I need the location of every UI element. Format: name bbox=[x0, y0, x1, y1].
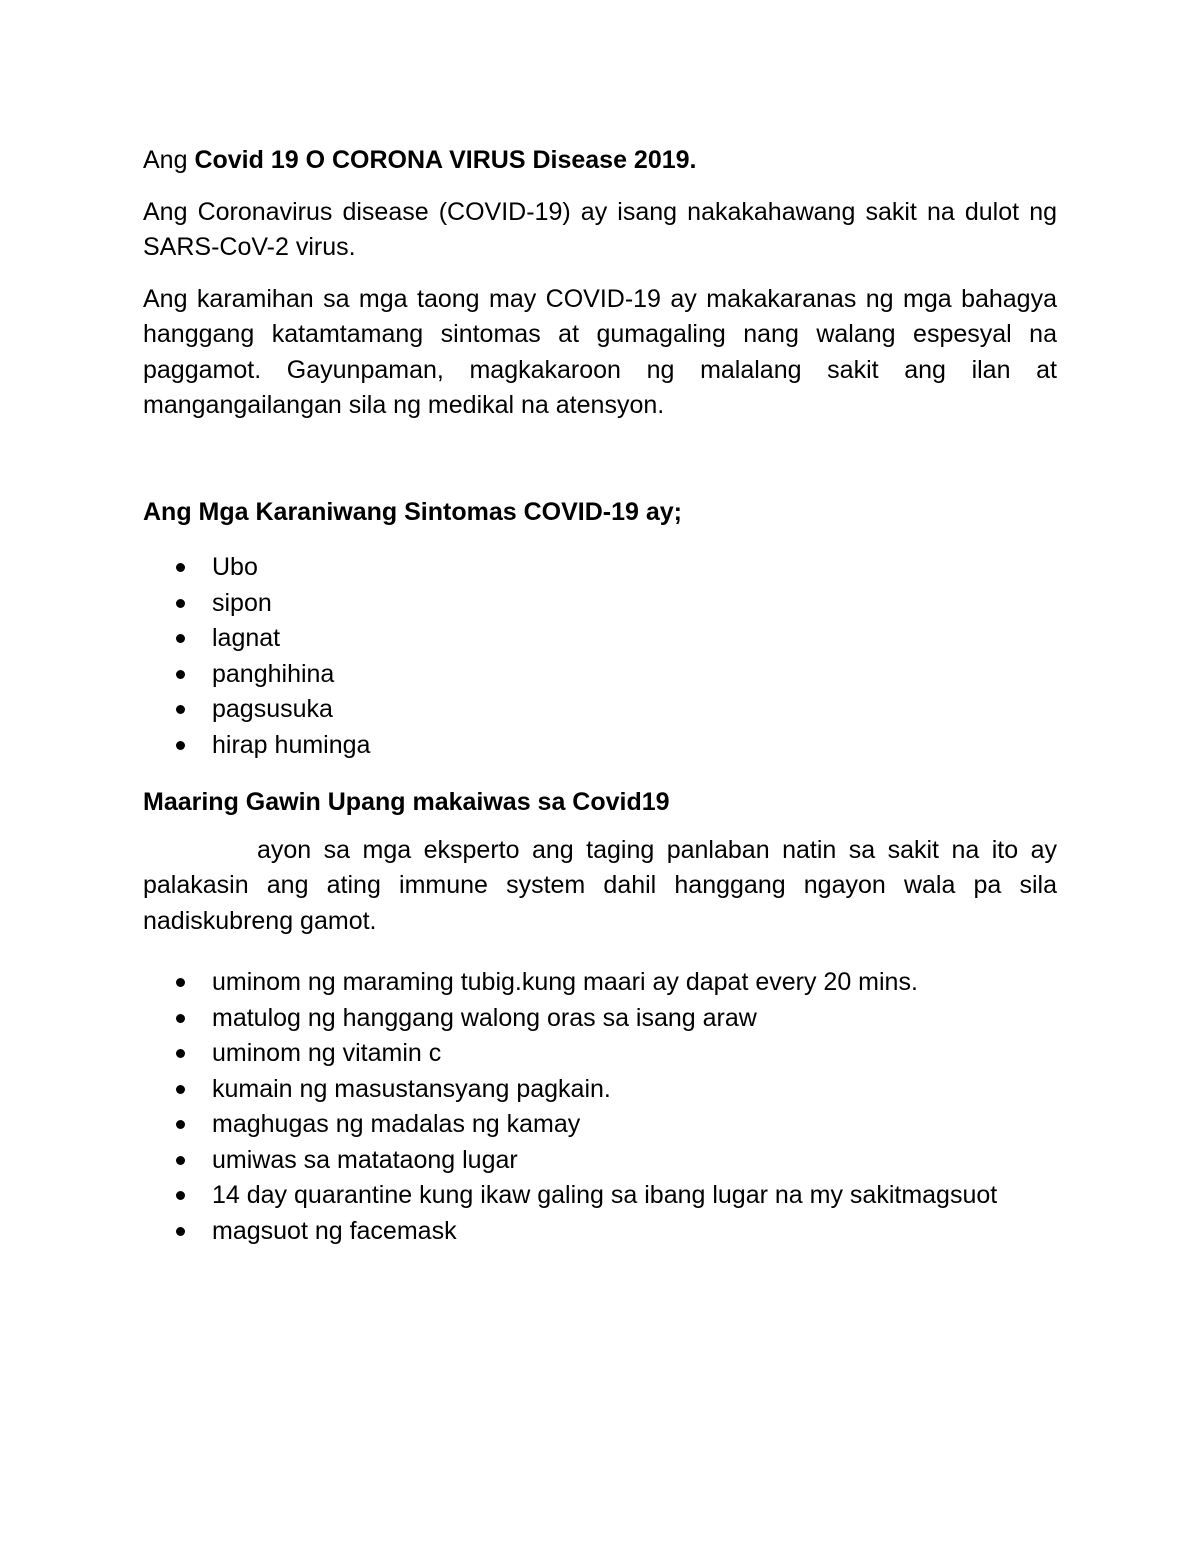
list-item bbox=[143, 1072, 1057, 1108]
list-item-text: Ubo bbox=[212, 553, 258, 581]
list-item-text: sipon bbox=[212, 588, 272, 617]
bullet-icon bbox=[176, 1014, 185, 1023]
spacer bbox=[143, 955, 1057, 965]
list-item-text: umiwas sa matataong lugar bbox=[212, 1145, 518, 1174]
bullet-icon bbox=[176, 1156, 185, 1165]
list-item-text: uminom ng maraming tubig.kung maari ay dapat every 20 mins. bbox=[212, 968, 918, 996]
list-item-text: uminom ng vitamin c bbox=[212, 1039, 442, 1067]
list-item bbox=[143, 1178, 1057, 1214]
bullet-icon bbox=[176, 1191, 185, 1200]
list-item bbox=[143, 1001, 1057, 1037]
bullet-icon bbox=[176, 1227, 185, 1236]
symptoms-list bbox=[143, 550, 1057, 763]
prevention-paragraph: ayon sa mga eksperto ang taging panlaban natin sa sakit na ito ay palakasin ang ating immune system dahil hanggang ngayon wala pa sila nadiskubreng gamot. bbox=[143, 835, 1057, 935]
bullet-icon bbox=[176, 705, 185, 714]
list-item bbox=[143, 550, 1057, 586]
list-item bbox=[143, 1143, 1057, 1179]
bullet-icon bbox=[176, 978, 185, 987]
bullet-icon bbox=[176, 563, 185, 572]
second-paragraph: Ang karamihan sa mga taong may COVID-19 ay makakaranas ng mga bahagya hanggang katamtamang sintomas at gumagaling nang walang espesyal na paggamot. Gayunpaman, magkakaroon ng malalang sakit ang ilan at mangangailangan sila ng medikal na atensyon. bbox=[143, 284, 1057, 419]
spacer bbox=[143, 821, 1057, 833]
prevention-heading: Maaring Gawin Upang makaiwas sa Covid19 bbox=[143, 788, 670, 816]
bullet-icon bbox=[176, 670, 185, 679]
list-item bbox=[143, 692, 1057, 728]
bullet-icon bbox=[176, 1120, 185, 1129]
list-item-text: panghihina bbox=[212, 659, 335, 688]
spacer bbox=[143, 440, 1057, 495]
list-item-text: 14 day quarantine kung ikaw galing sa ibang lugar na my sakitmagsuot bbox=[212, 1181, 998, 1209]
list-item bbox=[143, 621, 1057, 657]
symptoms-heading: Ang Mga Karaniwang Sintomas COVID-19 ay; bbox=[143, 497, 682, 526]
prevention-list bbox=[143, 965, 1057, 1249]
list-item bbox=[143, 728, 1057, 764]
list-item bbox=[143, 657, 1057, 693]
intro-paragraph: Ang Coronavirus disease (COVID-19) ay isang nakakahawang sakit na dulot ng SARS-CoV-2 virus. bbox=[143, 197, 1057, 261]
title-bold: Covid 19 O CORONA VIRUS Disease 2019. bbox=[194, 146, 697, 174]
list-item bbox=[143, 1036, 1057, 1072]
title-prefix: Ang bbox=[143, 146, 195, 174]
list-item-text: hirap huminga bbox=[212, 730, 371, 759]
list-item bbox=[143, 1107, 1057, 1143]
bullet-icon bbox=[176, 634, 185, 643]
bullet-icon bbox=[176, 1085, 185, 1094]
list-item-text: pagsusuka bbox=[212, 695, 333, 723]
document-page bbox=[143, 143, 1057, 1249]
list-item-text: lagnat bbox=[212, 624, 281, 652]
list-item bbox=[143, 965, 1057, 1001]
bullet-icon bbox=[176, 741, 185, 750]
spacer bbox=[143, 530, 1057, 550]
bullet-icon bbox=[176, 1049, 185, 1058]
spacer bbox=[143, 763, 1057, 785]
list-item bbox=[143, 1214, 1057, 1250]
list-item bbox=[143, 586, 1057, 622]
list-item-text: maghugas ng madalas ng kamay bbox=[212, 1110, 581, 1138]
list-item-text: magsuot ng facemask bbox=[212, 1216, 457, 1245]
list-item-text: matulog ng hanggang walong oras sa isang araw bbox=[212, 1003, 757, 1032]
list-item-text: kumain ng masustansyang pagkain. bbox=[212, 1074, 611, 1103]
document-title bbox=[143, 143, 1057, 179]
bullet-icon bbox=[176, 599, 185, 608]
